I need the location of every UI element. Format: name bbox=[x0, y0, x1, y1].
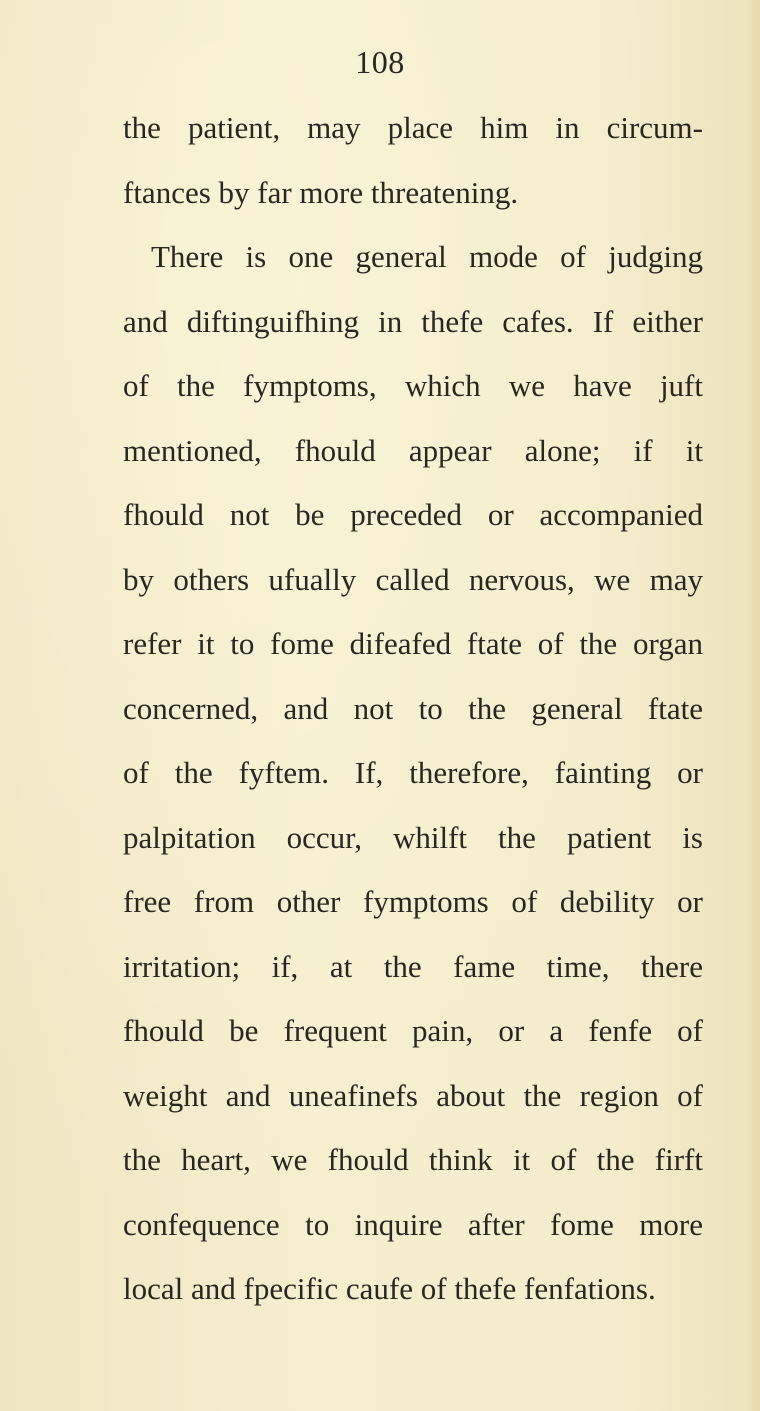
page-edge-shadow bbox=[746, 0, 760, 1411]
text-line: by others ufually called nervous, we may bbox=[123, 561, 703, 597]
body-text bbox=[123, 96, 703, 1322]
text-line: confequence to inquire after fome more bbox=[123, 1206, 703, 1242]
text-line: local and fpecific caufe of thefe fenfations. bbox=[123, 1271, 656, 1306]
text-line: the heart, we fhould think it of the firft bbox=[123, 1142, 703, 1177]
text-line: of the fymptoms, which we have juft bbox=[123, 368, 703, 403]
text-line: palpitation occur, whilft the patient is bbox=[123, 819, 703, 855]
text-line: weight and uneafinefs about the region of bbox=[123, 1077, 703, 1113]
text-line: the patient, may place him in circum- bbox=[123, 110, 703, 145]
text-line: irritation; if, at the fame time, there bbox=[123, 948, 703, 984]
text-line: fhould not be preceded or accompanied bbox=[123, 497, 703, 532]
text-line: ftances by far more threatening. bbox=[123, 174, 519, 210]
text-line: of the fyftem. If, therefore, fainting or bbox=[123, 755, 703, 790]
text-line: free from other fymptoms of debility or bbox=[123, 884, 703, 919]
page-number: 108 bbox=[355, 44, 405, 80]
text-line: refer it to fome difeafed ftate of the organ bbox=[123, 626, 703, 661]
text-line: fhould be frequent pain, or a fenfe of bbox=[123, 1013, 703, 1048]
text-line: and diftinguifhing in thefe cafes. If either bbox=[123, 303, 703, 339]
text-line: mentioned, fhould appear alone; if it bbox=[123, 432, 703, 468]
text-line: concerned, and not to the general ftate bbox=[123, 690, 703, 726]
text-line: There is one general mode of judging bbox=[151, 239, 703, 274]
